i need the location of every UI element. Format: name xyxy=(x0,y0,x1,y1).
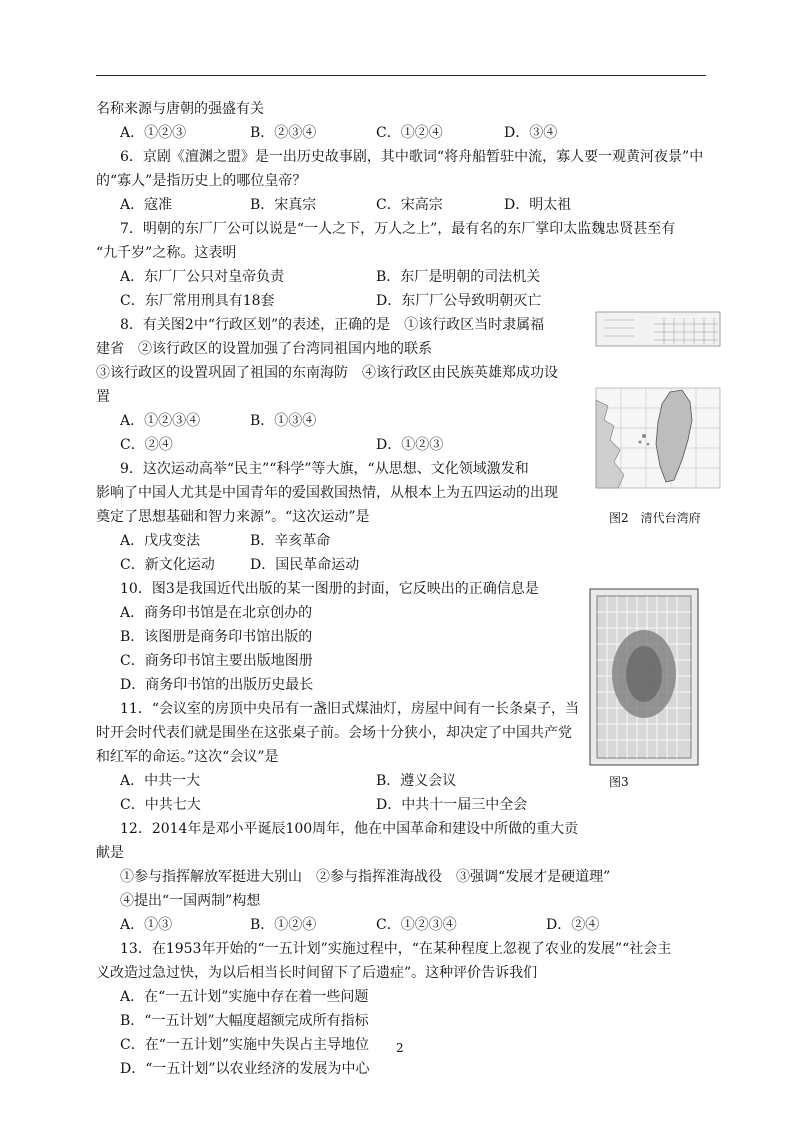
option-d: D．明太祖 xyxy=(504,197,572,213)
question-13-line: 13．在1953年开始的“一五计划”实施过程中，“在某种程度上忽视了农业的发展”“社会主 xyxy=(120,941,672,957)
option-c: C．①②③④ xyxy=(376,917,457,933)
question-8-line: ③该行政区的设置巩固了祖国的东南海防 ④该行政区由民族英雄郑成功设 xyxy=(96,365,558,381)
option-b: B．该图册是商务印书馆出版的 xyxy=(120,629,313,645)
text-line: 名称来源与唐朝的强盛有关 xyxy=(96,101,264,117)
option-b: B．辛亥革命 xyxy=(250,533,331,549)
option-c: C．在“一五计划”实施中失误占主导地位 xyxy=(120,1037,370,1053)
question-6-line: 的“寡人”是指历史上的哪位皇帝？ xyxy=(96,173,307,189)
option-b: B．②③④ xyxy=(250,125,317,141)
option-a: A．①②③ xyxy=(120,125,187,141)
question-8-line: 8．有关图2中“行政区划”的表述，正确的是 ①该行政区当时隶属福 xyxy=(120,317,545,333)
question-11-line: 11．“会议室的房顶中央吊有一盏旧式煤油灯，房屋中间有一长条桌子，当 xyxy=(120,701,579,717)
option-c: C．中共七大 xyxy=(120,797,201,813)
question-7-line: “九千岁”之称。这表明 xyxy=(96,245,237,261)
question-12-line: 献是 xyxy=(96,845,124,861)
option-b: B．①②④ xyxy=(250,917,317,933)
question-6-line: 6．京剧《澶渊之盟》是一出历史故事剧，其中歌词“将舟船暂驻中流，寡人要一观黄河夜景”中 xyxy=(120,149,704,165)
question-8-line: 置 xyxy=(96,389,110,405)
option-d: D．中共十一届三中全会 xyxy=(376,797,528,813)
option-c: C．①②④ xyxy=(376,125,443,141)
question-9-line: 9．这次运动高举“民主”“科学”等大旗，“从思想、文化领域激发和 xyxy=(120,461,529,477)
question-13-line: 义改造过急过快，为以后相当长时间留下了后遗症”。这种评价告诉我们 xyxy=(96,965,538,981)
option-b: B．东厂是明朝的司法机关 xyxy=(376,269,541,285)
question-7-line: 7．明朝的东厂厂公可以说是“一人之下，万人之上”，最有名的东厂掌印太监魏忠贤甚至有 xyxy=(120,221,676,237)
header-rule xyxy=(96,75,706,76)
option-d: D．①②③ xyxy=(376,437,444,453)
option-d: D．商务印书馆的出版历史最长 xyxy=(120,677,314,693)
figure-2-caption: 图2 清代台湾府 xyxy=(609,511,701,525)
option-a: A．寇准 xyxy=(120,197,173,213)
option-b: B．“一五计划”大幅度超额完成所有指标 xyxy=(120,1013,369,1029)
question-9-line: 奠定了思想基础和智力来源”。“这次运动”是 xyxy=(96,509,370,525)
question-10-line: 10．图3是我国近代出版的某一图册的封面，它反映出的正确信息是 xyxy=(120,581,539,597)
page-number: 2 xyxy=(396,1041,404,1055)
figure-2-taiwan-map xyxy=(594,310,724,490)
option-c: C．新文化运动 xyxy=(120,557,215,573)
option-a: A．①②③④ xyxy=(120,413,201,429)
question-9-line: 影响了中国人尤其是中国青年的爱国救国热情，从根本上为五四运动的出现 xyxy=(96,485,558,501)
question-12-line: ①参与指挥解放军挺进大别山 ②参与指挥淮海战役 ③强调“发展才是硬道理” xyxy=(120,869,611,885)
option-c: C．宋高宗 xyxy=(376,197,443,213)
option-d: D．③④ xyxy=(504,125,558,141)
option-a: A．在“一五计划”实施中存在着一些问题 xyxy=(120,989,369,1005)
option-c: C．商务印书馆主要出版地图册 xyxy=(120,653,313,669)
option-b: B．①③④ xyxy=(250,413,317,429)
option-c: C．东厂常用刑具有18套 xyxy=(120,293,275,309)
question-11-line: 和红军的命运。”这次“会议”是 xyxy=(96,749,279,765)
option-c: C．②④ xyxy=(120,437,173,453)
option-a: A．中共一大 xyxy=(120,773,201,789)
option-a: A．①③ xyxy=(120,917,173,933)
option-d: D．国民革命运动 xyxy=(250,557,360,573)
question-12-line: 12．2014年是邓小平诞辰100周年，他在中国革命和建设中所做的重大贡 xyxy=(120,821,579,837)
figure-3-caption: 图3 xyxy=(609,775,629,789)
option-d: D．“一五计划”以农业经济的发展为中心 xyxy=(120,1061,370,1077)
option-a: A．东厂厂公只对皇帝负责 xyxy=(120,269,285,285)
option-b: B．宋真宗 xyxy=(250,197,317,213)
option-d: D．②④ xyxy=(546,917,600,933)
option-b: B．遵义会议 xyxy=(376,773,457,789)
question-11-line: 时开会时代表们就是围坐在这张桌子前。会场十分狭小，却决定了中国共产党 xyxy=(96,725,572,741)
option-a: A．戊戌变法 xyxy=(120,533,201,549)
option-d: D．东厂厂公导致明朝灭亡 xyxy=(376,293,542,309)
option-a: A．商务印书馆是在北京创办的 xyxy=(120,605,313,621)
question-12-line: ④提出“一国两制”构想 xyxy=(120,893,261,909)
question-8-line: 建省 ②该行政区的设置加强了台湾同祖国内地的联系 xyxy=(96,341,432,357)
figure-3-book-cover xyxy=(589,588,699,766)
